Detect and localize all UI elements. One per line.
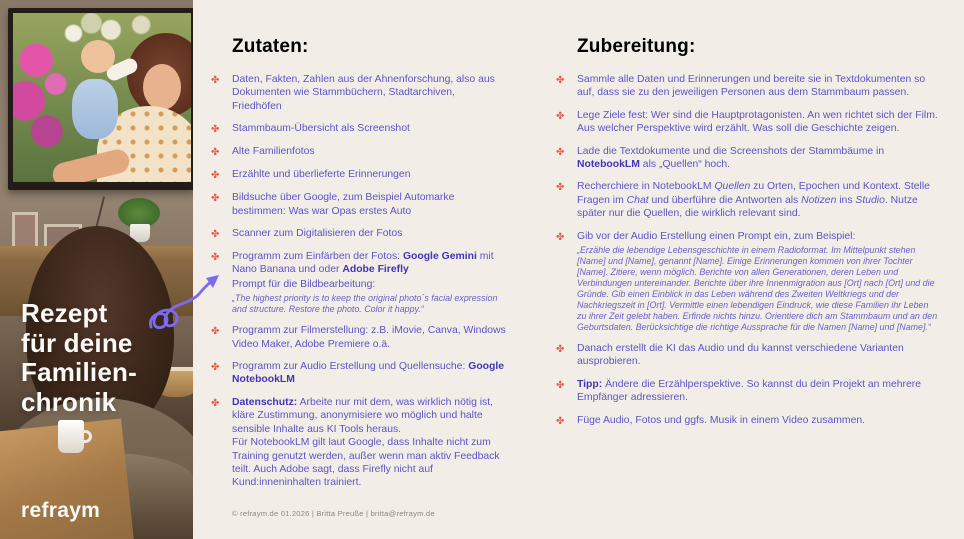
- list-item: [556, 109, 938, 136]
- body-text: Lege Ziele fest: Wer sind die Hauptprotagonisten. An wen richtet sich der Film. Aus welcher Perspektive wird erzählt. Was soll die Geschichte zeigen.: [577, 109, 938, 135]
- italic-text: Studio: [855, 194, 885, 206]
- body-text: Für NotebookLM gilt laut Google, dass Inhalte nicht zum Training genutzt werden, außer wenn man aktiv Feedback teilt. Auch Adobe sagt, dass Firefly nicht auf Kund:inneninhalten trainiert.: [232, 437, 500, 489]
- curved-arrow-doodle: [146, 266, 230, 344]
- list-item: [211, 73, 507, 113]
- four-petal-asterisk-icon: ✤: [211, 362, 220, 374]
- body-text: Gib vor der Audio Erstellung einen Prompt ein, zum Beispiel:: [577, 230, 856, 242]
- four-petal-asterisk-icon: ✤: [211, 124, 220, 136]
- body-text: Scanner zum Digitalisieren der Fotos: [232, 228, 403, 240]
- column-zutaten: [211, 36, 507, 499]
- list-item-text: [232, 145, 315, 159]
- slide-title-line: für deine: [21, 327, 133, 358]
- list-item: [556, 342, 938, 369]
- body-text: und überführe die Antworten als: [648, 194, 802, 206]
- list-item-text: [577, 180, 938, 220]
- list-item-text: [232, 122, 410, 136]
- body-text: Recherchiere in NotebookLM: [577, 181, 715, 193]
- four-petal-asterisk-icon: ✤: [556, 379, 565, 391]
- body-text: Arbeite nur mit dem, was wirklich nötig ist, kläre Zustimmung, anonymisiere wo möglich und halte sensible Inhalte aus KI Tools heraus.: [232, 396, 494, 435]
- column-heading: Zutaten:: [232, 36, 309, 57]
- slide-title-line: Rezept: [21, 298, 108, 328]
- emphasized-text: Adobe Firefly: [342, 264, 409, 276]
- content-area: [193, 0, 964, 539]
- column-heading: Zubereitung:: [577, 36, 696, 57]
- slide-title: [21, 299, 137, 418]
- list-item-text: [577, 145, 938, 172]
- body-text: Bildsuche über Google, zum Beispiel Automarke bestimmen: Was war Opas erstes Auto: [232, 192, 455, 217]
- mother-face-shape: [143, 64, 181, 110]
- emphasized-text: Google Gemini: [402, 251, 477, 263]
- list-item: [556, 230, 938, 333]
- four-petal-asterisk-icon: ✤: [556, 110, 565, 122]
- list-item: [211, 396, 507, 490]
- list-item: [211, 250, 507, 315]
- four-petal-asterisk-icon: ✤: [211, 326, 220, 338]
- footer-credit: © refraym.de 01.2026 | Britta Preuße | britta@refraym.de: [232, 509, 435, 518]
- list-item: [211, 122, 507, 136]
- list-item: [556, 145, 938, 172]
- four-petal-asterisk-icon: ✤: [556, 415, 565, 427]
- list-item-text: [232, 324, 507, 351]
- prompt-quote: „The highest priority is to keep the original photo´s facial expression and structure. Restore the photo. Color it happy.“: [232, 293, 498, 315]
- list-item-text: [232, 73, 507, 113]
- body-text: . Nutze später nur die Quellen, die wirklich relevant sind.: [577, 194, 918, 220]
- body-text: Sammle alle Daten und Erinnerungen und bereite sie in Textdokumenten so auf, dass sie zu den jeweiligen Personen aus dem Stammbaum passen.: [577, 74, 926, 99]
- body-text: ins: [836, 194, 856, 206]
- list-item: [211, 227, 507, 241]
- list-item-text: [577, 73, 938, 100]
- body-text: Lade die Textdokumente und die Screenshots der Stammbäume in: [577, 145, 885, 157]
- list-item: [556, 73, 938, 100]
- body-text: Erzählte und überlieferte Erinnerungen: [232, 169, 411, 181]
- four-petal-asterisk-icon: ✤: [211, 193, 220, 205]
- slide-title-line: chronik: [21, 386, 117, 417]
- body-text: Danach erstellt die KI das Audio und du kannst verschiedene Varianten ausprobieren.: [577, 343, 904, 368]
- list-item-text: [232, 168, 411, 182]
- list-item: [211, 168, 507, 182]
- list-item-text: [232, 250, 507, 315]
- list-item: [211, 145, 507, 159]
- emphasized-text: Tipp:: [577, 378, 603, 390]
- italic-text: Notizen: [801, 194, 837, 206]
- emphasized-text: Google NotebookLM: [232, 361, 505, 386]
- list-item-text: [577, 378, 938, 405]
- list-item-text: [577, 109, 938, 136]
- four-petal-asterisk-icon: ✤: [211, 397, 220, 409]
- list-item: [211, 360, 507, 387]
- list-item-text: [232, 191, 507, 218]
- slide-title-line: Familien-: [21, 357, 137, 388]
- prompt-label: Prompt für die Bildbearbeitung:: [232, 278, 376, 290]
- list-item: [556, 180, 938, 220]
- four-petal-asterisk-icon: ✤: [211, 252, 220, 264]
- four-petal-asterisk-icon: ✤: [211, 75, 220, 86]
- four-petal-asterisk-icon: ✤: [556, 344, 565, 356]
- four-petal-asterisk-icon: ✤: [556, 182, 565, 194]
- refraym-logo: refraym: [21, 499, 101, 522]
- body-text: Alte Familienfotos: [232, 146, 315, 158]
- column-zubereitung: [556, 36, 938, 437]
- body-text: zu Orten, Epochen und Kontext. Stelle Fragen im: [577, 181, 930, 206]
- body-text: Füge Audio, Fotos und ggfs. Musik in einem Video zusammen.: [577, 414, 866, 426]
- four-petal-asterisk-icon: ✤: [556, 146, 565, 158]
- body-text: Daten, Fakten, Zahlen aus der Ahnenforschung, also aus Dokumenten wie Stammbüchern, Stadtarchiven, Friedhöfen: [232, 74, 495, 112]
- list-item-text: [232, 396, 507, 490]
- body-text: Programm zur Audio Erstellung und Quellensuche:: [232, 361, 469, 373]
- list-item: [556, 414, 938, 428]
- body-text: Programm zur Filmerstellung: z.B. iMovie, Canva, Windows Video Maker, Adobe Premiere o.ä.: [232, 325, 506, 350]
- body-text: Stammbaum-Übersicht als Screenshot: [232, 123, 410, 135]
- body-text: als „Quellen“ hoch.: [639, 159, 731, 171]
- emphasized-text: NotebookLM: [577, 159, 640, 171]
- prompt-quote: „Erzähle die lebendige Lebensgeschichte in einem Radioformat. Im Mittelpunkt stehen [Name] und [Name], genannt [Name]. Einige Erinnerungen kommen von ihrer Tochter [Name]. Zitiere, wenn möglich. Berichte von allen Generationen, deren Leben und Verbindungen untereinander. Berichte über ihre Innenmigration aus [Ort] nach [Ort] und die Gründe. Gib einen Einblick in das Leben während des Zweiten Weltkriegs und der Nachkriegszeit in [Ort]. Vermittle einen lebendigen Eindruck, wie diese Familien ihr Leben zu ihrer Zeit gelebt haben. Erfinde nichts hinzu. Orientiere dich am Stammbaum und an den Geburtsdaten. Berücksichtige die richtige Aussprache für die Namen [Name] und [Name].“: [577, 245, 938, 333]
- list-item-text: [577, 230, 938, 333]
- list-item: [556, 378, 938, 405]
- four-petal-asterisk-icon: ✤: [556, 75, 565, 86]
- body-text: Ändere die Erzählperspektive. So kannst du dein Projekt an mehrere Empfänger adressieren.: [577, 378, 922, 404]
- four-petal-asterisk-icon: ✤: [556, 231, 565, 243]
- italic-text: Chat: [626, 194, 649, 206]
- baby-head-shape: [81, 40, 115, 73]
- four-petal-asterisk-icon: ✤: [211, 170, 220, 182]
- list-item-text: [577, 342, 938, 369]
- list-item: [211, 324, 507, 351]
- body-text: mit Nano Banana und oder: [232, 251, 494, 276]
- baby-body-shape: [72, 79, 118, 139]
- photo-frame-small: [12, 212, 38, 250]
- tv-frame: [8, 8, 193, 190]
- tv-screen-photo: [13, 13, 191, 182]
- emphasized-text: Datenschutz:: [232, 396, 298, 408]
- four-petal-asterisk-icon: ✤: [211, 229, 220, 241]
- list-item-text: [232, 227, 402, 241]
- list-item-text: [577, 414, 865, 428]
- mug-shape: [58, 420, 84, 453]
- four-petal-asterisk-icon: ✤: [211, 147, 220, 159]
- body-text: Programm zum Einfärben der Fotos:: [232, 251, 403, 263]
- list-item: [211, 191, 507, 218]
- italic-text: Quellen: [714, 181, 751, 193]
- list-item-text: [232, 360, 507, 387]
